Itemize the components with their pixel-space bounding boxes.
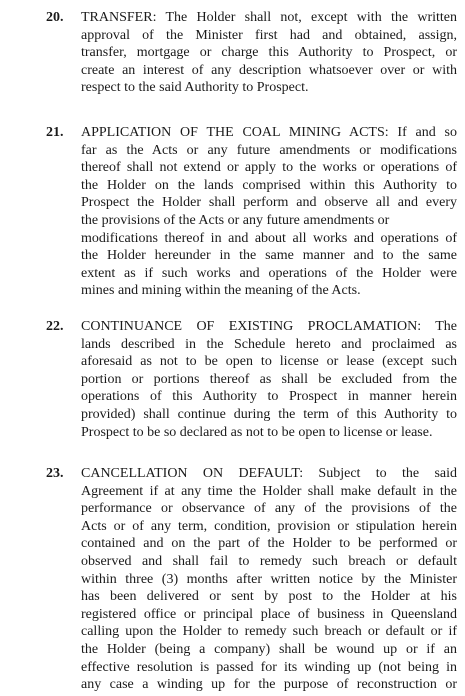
text-line: mines and mining within the meaning of the Acts. — [81, 283, 361, 299]
clause-text — [81, 318, 457, 441]
text-line: extent as if such works and operations of the Holder were — [81, 265, 457, 281]
text-line: lands described in the Schedule hereto and proclaimed as — [81, 336, 457, 352]
text-line: registered office or principal place of business in Queensland — [81, 606, 457, 622]
text-line: any case a winding up for the purpose of reconstruction or — [81, 677, 457, 693]
clause-number: 20. — [46, 10, 64, 25]
text-line: CANCELLATION ON DEFAULT: Subject to the said — [81, 466, 457, 481]
text-line: portion or portions thereof as shall be excluded from the — [81, 371, 457, 387]
text-line: aforesaid as not to be open to license or lease (except such — [81, 354, 457, 370]
text-line: far as the Acts or any future amendments or modifications — [81, 142, 457, 158]
text-line: Acts or of any term, condition, provision or stipulation herein — [81, 518, 457, 534]
text-line: transfer, mortgage or charge this Authority to Prospect, or — [81, 45, 457, 61]
clause-text — [81, 124, 457, 300]
text-line: within three (3) months after written notice by the Minister — [81, 571, 457, 587]
text-line: the provisions of the Acts or any future amendments or — [81, 212, 390, 228]
text-line: Prospect the Holder shall perform and observe all and every — [81, 195, 457, 211]
clause-text — [81, 9, 457, 97]
text-line: respect to the said Authority to Prospect. — [81, 80, 309, 96]
text-line: create an interest of any description whatsoever over or with — [81, 62, 457, 78]
text-line: Prospect to be so declared as not to be open to license or lease. — [81, 424, 433, 440]
text-line: contained and on the part of the Holder to be performed or — [81, 536, 457, 552]
text-line: the Holder on the lands comprised within this Authority to — [81, 177, 457, 193]
text-line: modifications thereof in and about all works and operations of — [81, 230, 457, 246]
text-line: effective resolution is passed for its winding up (not being in — [81, 659, 457, 675]
text-line: operations of this Authority to Prospect in manner herein — [81, 389, 457, 405]
text-line: APPLICATION OF THE COAL MINING ACTS: If and so — [81, 125, 457, 140]
clause-number: 21. — [46, 125, 64, 140]
text-line: calling upon the Holder to remedy such breach or default or if — [81, 624, 457, 640]
text-line: thereof shall not extend or apply to the works or operations of — [81, 160, 457, 176]
text-line: the Holder (being a company) shall be wound up or if an — [81, 641, 457, 657]
text-line: performance or observance of any of the provisions of the — [81, 501, 457, 517]
text-line: TRANSFER: The Holder shall not, except with the written — [81, 10, 457, 25]
text-line: the Holder hereunder in the same manner and to the same — [81, 248, 457, 264]
clause-number: 23. — [46, 466, 64, 481]
clause-text — [81, 465, 457, 694]
text-line: observed and shall fail to remedy such breach or default — [81, 553, 457, 569]
text-line: has been delivered or sent by post to the Holder at his — [81, 589, 457, 605]
text-line: Agreement if at any time the Holder shall make default in the — [81, 483, 457, 499]
text-line: CONTINUANCE OF EXISTING PROCLAMATION: The — [81, 319, 457, 334]
clause-number: 22. — [46, 319, 64, 334]
text-line: provided) shall continue during the term of this Authority to — [81, 406, 457, 422]
text-line: approval of the Minister first had and obtained, assign, — [81, 27, 457, 43]
